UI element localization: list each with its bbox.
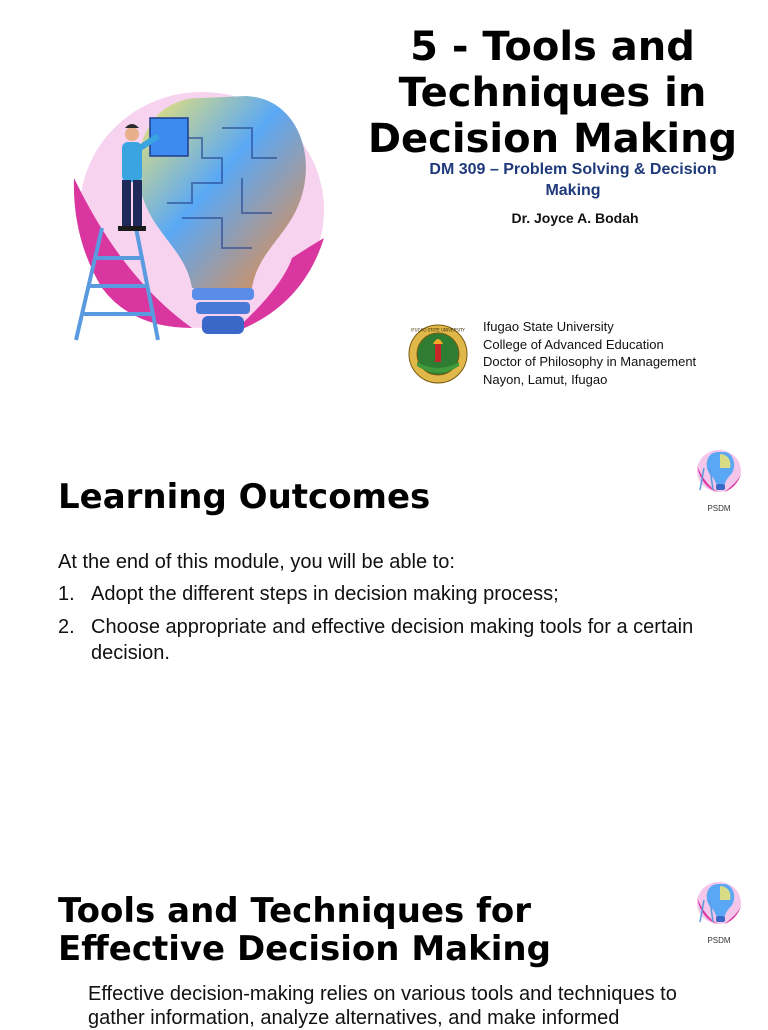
logo-label: PSDM: [707, 936, 731, 945]
lightbulb-logo-icon: [694, 446, 744, 496]
title-line: 5 - Tools and: [410, 24, 695, 70]
tools-techniques-slide: [0, 862, 768, 1029]
course-subtitle: [412, 159, 734, 201]
outcomes-body: [58, 549, 718, 673]
intro-text: At the end of this module, you will be able to:: [58, 551, 455, 573]
lightbulb-puzzle-illustration: [62, 78, 334, 350]
university-seal-icon: [408, 324, 468, 384]
institution-block: [483, 318, 696, 388]
list-text: Choose appropriate and effective decision making tools for a certain decision.: [91, 616, 694, 664]
course-line: DM 309 – Problem Solving & Decision: [429, 161, 717, 178]
heading-line: Effective Decision Making: [58, 929, 551, 969]
institution-line: Ifugao State University: [483, 319, 614, 334]
title-line: Decision Making: [367, 116, 738, 162]
list-item: [58, 614, 718, 666]
logo-label: PSDM: [707, 504, 731, 513]
list-item: [58, 581, 718, 607]
author-name: Dr. Joyce A. Bodah: [511, 210, 639, 226]
learning-outcomes-slide: [0, 430, 768, 810]
list-number: 1.: [58, 583, 75, 605]
list-text: Adopt the different steps in decision making process;: [91, 583, 559, 605]
institution-line: Doctor of Philosophy in Management: [483, 354, 697, 369]
course-line: Making: [545, 182, 601, 199]
slide-heading: [58, 892, 551, 968]
seal-lettering: IFUGAO STATE UNIVERSITY: [411, 327, 465, 333]
list-number: 2.: [58, 616, 75, 638]
institution-line: College of Advanced Education: [483, 336, 664, 352]
title-slide: [0, 0, 768, 410]
psdm-logo: [692, 446, 746, 515]
institution-line: Nayon, Lamut, Ifugao: [483, 371, 608, 387]
body-paragraph: Effective decision-making relies on various tools and techniques to gather information, analyze alternatives, and make informed: [88, 983, 677, 1029]
outcomes-list: [58, 581, 718, 666]
lightbulb-logo-icon: [694, 878, 744, 928]
heading-line: Tools and Techniques for: [58, 891, 531, 931]
presentation-title: [355, 24, 750, 162]
title-line: Techniques in: [398, 70, 707, 116]
psdm-logo: [692, 878, 746, 947]
slide-heading: Learning Outcomes: [58, 477, 431, 517]
